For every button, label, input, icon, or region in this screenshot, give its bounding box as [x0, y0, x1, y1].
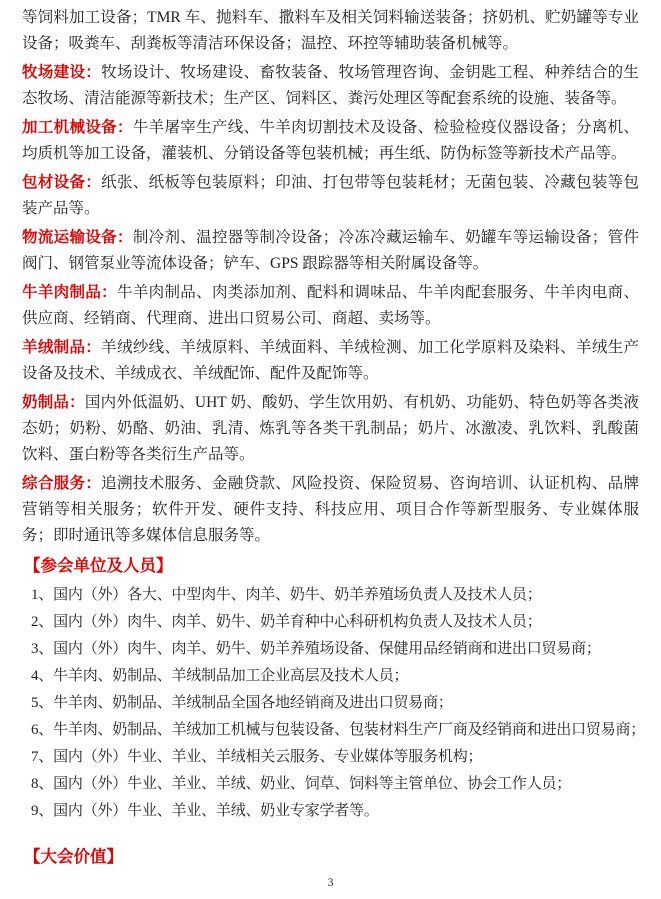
scope-paragraph	[22, 115, 639, 167]
attendee-item-text: 2、国内（外）肉牛、肉羊、奶牛、奶羊育种中心科研机构负责人及技术人员；	[31, 614, 542, 630]
scope-paragraph	[22, 60, 639, 112]
attendee-list	[22, 582, 646, 824]
attendee-list-item	[22, 582, 639, 608]
page-number: 3	[327, 875, 334, 889]
attendee-list-item	[22, 690, 639, 716]
attendee-item-text: 5、牛羊肉、奶制品、羊绒制品全国各地经销商及进出口贸易商；	[31, 695, 453, 711]
scope-paragraph-text: 制冷剂、温控器等制冷设备；冷冻冷藏运输车、奶罐车等运输设备；管件阀门、钢管泵业等流体设备；铲车、GPS 跟踪器等相关附属设备等。	[22, 229, 639, 272]
attendee-item-text: 8、国内（外）牛业、羊业、羊绒、奶业、饲草、饲料等主管单位、协会工作人员；	[31, 776, 572, 792]
attendee-list-item	[22, 609, 639, 635]
scope-paragraph	[22, 280, 639, 332]
attendee-list-item	[22, 771, 639, 797]
scope-paragraph-label: 物流运输设备：	[22, 229, 133, 246]
scope-paragraph-text: 等饲料加工设备；TMR 车、抛料车、撒料车及相关饲料输送装备；挤奶机、贮奶罐等专业设备；吸粪车、刮粪板等清洁环保设备；温控、环控等辅助装备机械等。	[22, 9, 639, 52]
attendees-section-heading: 【参会单位及人员】	[24, 556, 173, 575]
scope-paragraph-text: 纸张、纸板等包装原料；印油、打包带等包装耗材；无菌包装、冷藏包装等包装产品等。	[22, 174, 639, 217]
scope-paragraph	[22, 5, 639, 57]
scope-paragraph	[22, 335, 639, 387]
attendee-item-text: 7、国内（外）牛业、羊业、羊绒相关云服务、专业媒体等服务机构；	[31, 749, 483, 765]
scope-paragraph-label: 牧场建设：	[22, 64, 102, 81]
scope-paragraph-label: 包材设备：	[22, 174, 102, 191]
scope-paragraph-text: 国内外低温奶、UHT 奶、酸奶、学生饮用奶、有机奶、功能奶、特色奶等各类液态奶；奶粉、奶酪、奶油、乳清、炼乳等各类干乳制品；奶片、冰激凌、乳饮料、乳酸菌饮料、蛋白粉等各类衍生产品等。	[22, 394, 639, 463]
scope-paragraph-label: 综合服务：	[22, 475, 102, 492]
attendee-item-text: 3、国内（外）肉牛、肉羊、奶牛、奶羊养殖场设备、保健用品经销商和进出口贸易商；	[31, 641, 601, 657]
scope-paragraph	[22, 471, 639, 549]
scope-paragraph	[22, 225, 639, 277]
scope-paragraph-label: 牛羊肉制品：	[22, 284, 117, 301]
value-section-heading: 【大会价值】	[24, 847, 123, 866]
scope-paragraph-text: 牧场设计、牧场建设、畜牧装备、牧场管理咨询、金钥匙工程、种养结合的生态牧场、清洁能源等新技术；生产区、饲料区、粪污处理区等配套系统的设施、装备等。	[22, 64, 639, 107]
scope-paragraph-label: 加工机械设备：	[22, 119, 133, 136]
attendee-item-text: 6、牛羊肉、奶制品、羊绒加工机械与包装设备、包装材料生产厂商及经销商和进出口贸易商；	[31, 722, 646, 738]
scope-paragraph-label: 奶制品：	[22, 394, 85, 411]
scope-paragraph-text: 牛羊肉制品、肉类添加剂、配料和调味品、牛羊肉配套服务、牛羊肉电商、供应商、经销商、代理商、进出口贸易公司、商超、卖场等。	[22, 284, 639, 327]
scope-paragraph-text: 羊绒纱线、羊绒原料、羊绒面料、羊绒检测、加工化学原料及染料、羊绒生产设备及技术、羊绒成衣、羊绒配饰、配件及配饰等。	[22, 339, 639, 382]
scope-paragraph-text: 牛羊屠宰生产线、牛羊肉切割技术及设备、检验检疫仪器设备；分离机、均质机等加工设备，灌装机、分销设备等包装机械；再生纸、防伪标签等新技术产品等。	[22, 119, 639, 162]
scope-paragraph	[22, 170, 639, 222]
attendee-list-item	[22, 798, 639, 824]
attendee-list-item	[22, 663, 639, 689]
attendee-list-item	[22, 744, 639, 770]
attendee-item-text: 1、国内（外）各大、中型肉牛、肉羊、奶牛、奶羊养殖场负责人及技术人员；	[31, 587, 542, 603]
attendee-item-text: 9、国内（外）牛业、羊业、羊绒、奶业专家学者等。	[31, 803, 379, 819]
scope-paragraph-label: 羊绒制品：	[22, 339, 102, 356]
attendee-list-item	[22, 717, 646, 743]
scope-paragraphs	[22, 5, 639, 549]
attendee-item-text: 4、牛羊肉、奶制品、羊绒制品加工企业高层及技术人员；	[31, 668, 409, 684]
scope-paragraph-text: 追溯技术服务、金融贷款、风险投资、保险贸易、咨询培训、认证机构、品牌营销等相关服务；软件开发、硬件支持、科技应用、项目合作等新型服务、专业媒体服务；即时通讯等多媒体信息服务等。	[22, 475, 639, 544]
attendee-list-item	[22, 636, 639, 662]
scope-paragraph	[22, 390, 639, 468]
